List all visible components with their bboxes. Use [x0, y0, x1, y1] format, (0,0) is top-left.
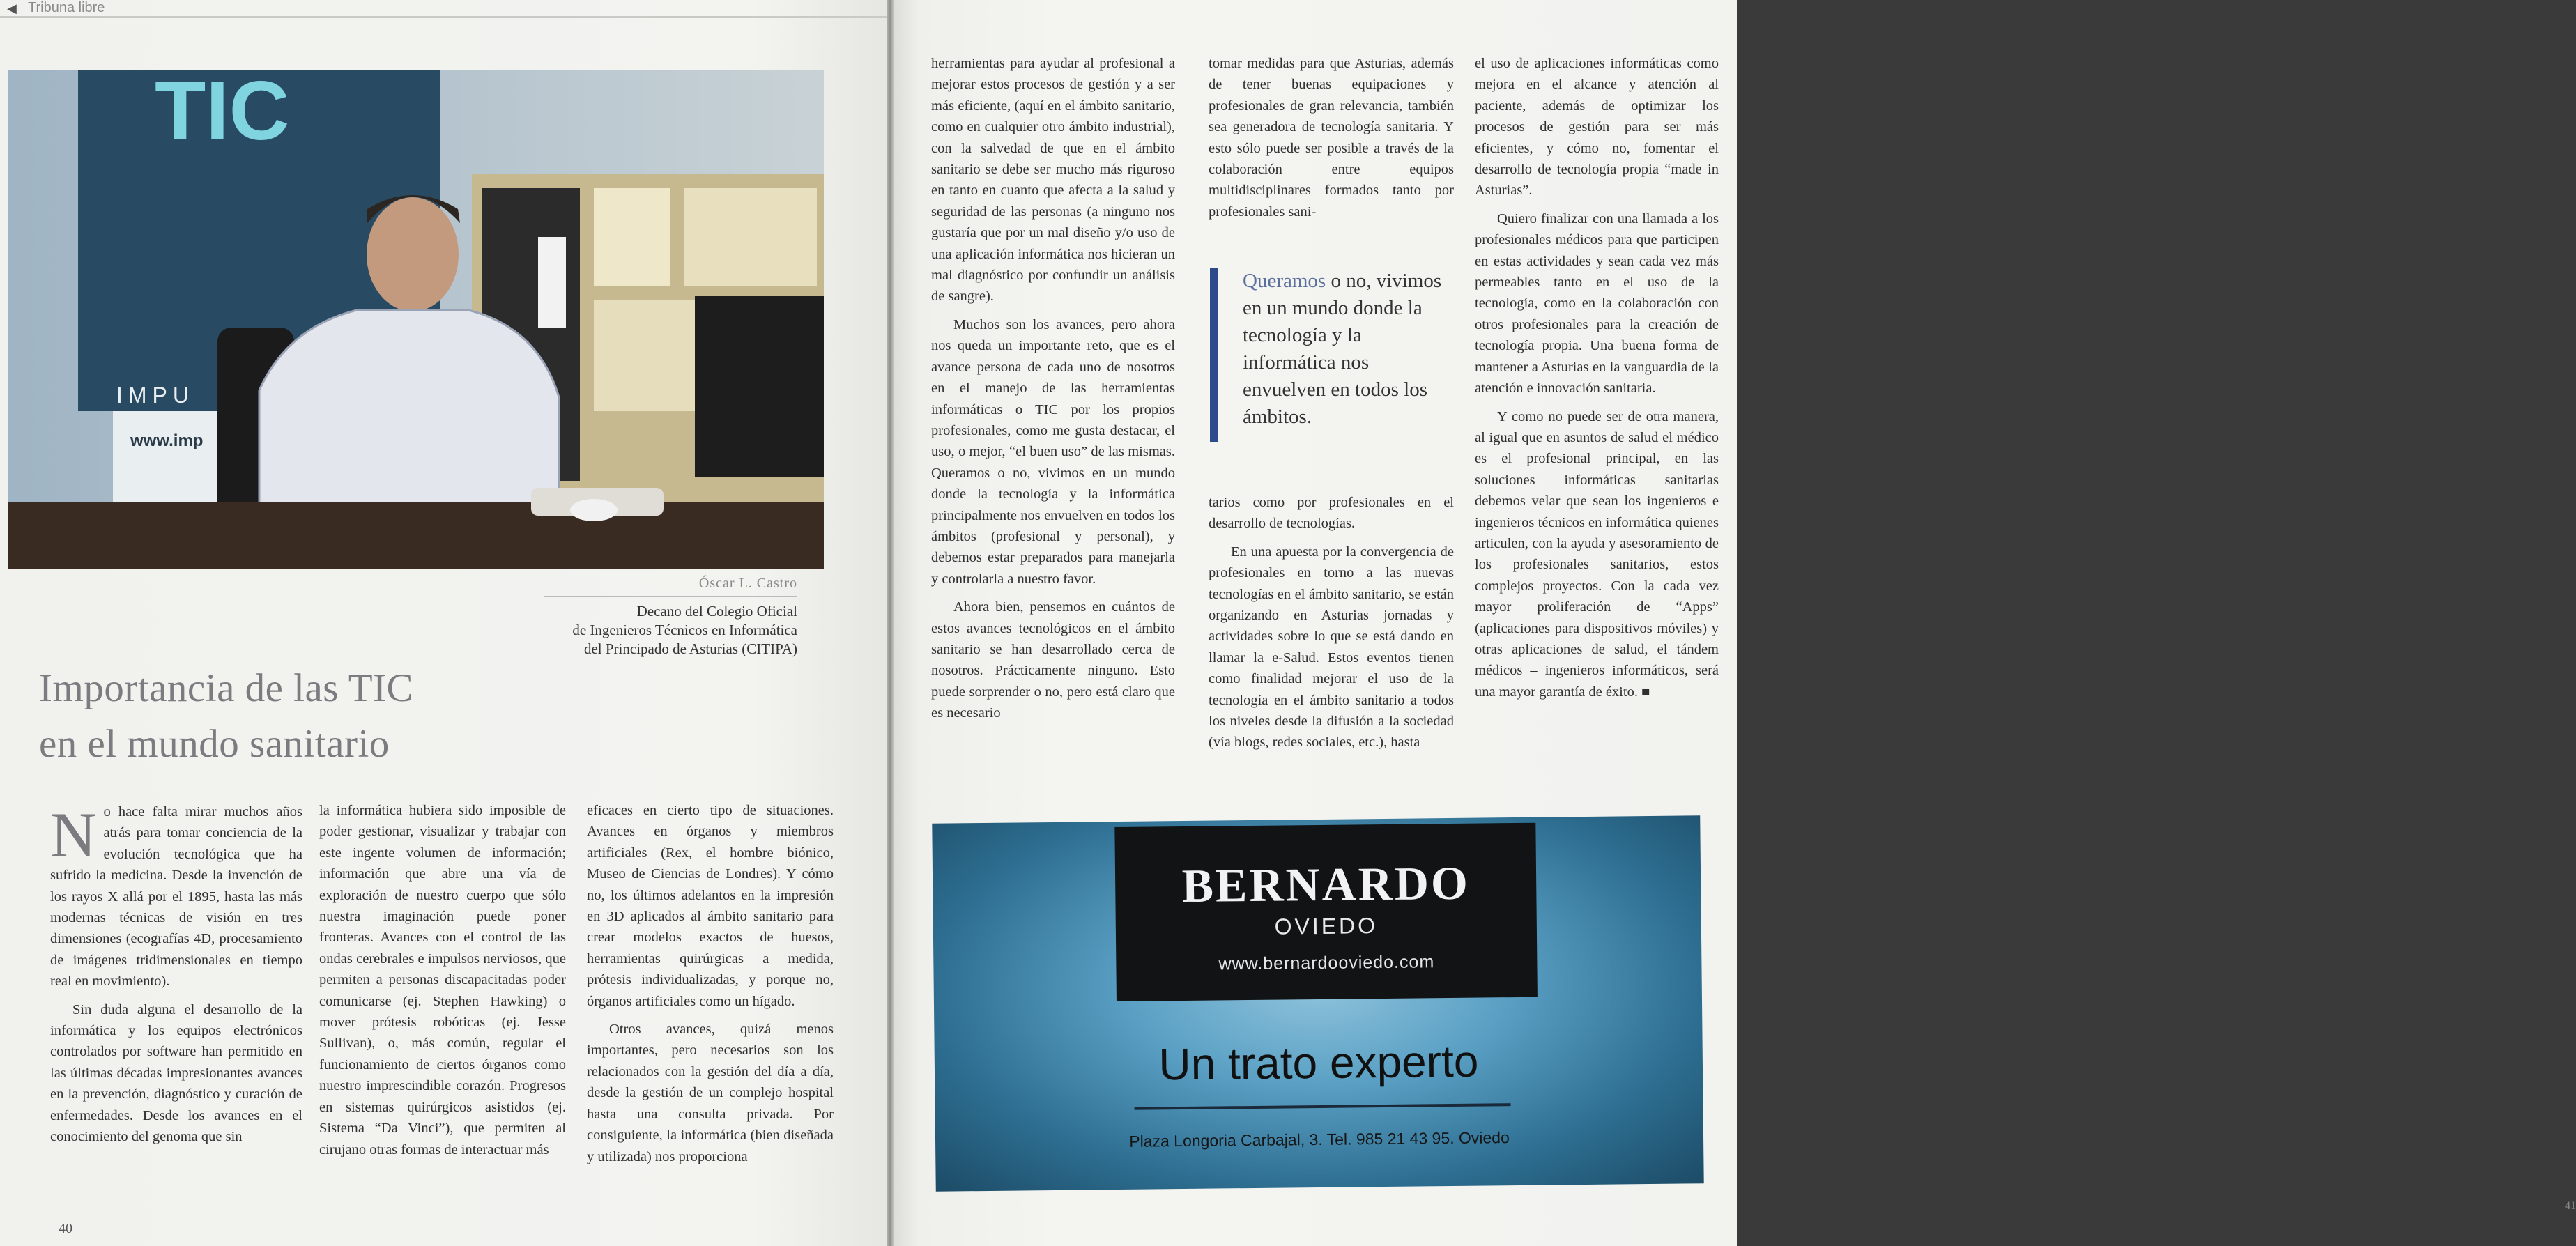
article-column-6	[1475, 53, 1719, 709]
ad-website: www.bernardooviedo.com	[1218, 952, 1435, 974]
photo-banner-text: IMPU	[116, 383, 194, 408]
triangle-left-icon: ◀	[7, 1, 17, 16]
pull-quote-body: o no, vivimos en un mundo donde la tecnología y la informática nos envuelven en todos los ámbitos.	[1243, 270, 1442, 428]
pull-quote-text	[1243, 268, 1447, 431]
photo-illustration	[8, 64, 824, 569]
paragraph: herramientas para ayudar al profesional a mejorar estos procesos de gestión y a ser más eficiente, (aquí en el ámbito sanitario, como en cualquier otro ámbito industrial), con la salvedad de que en el ámbito sanitario se debe ser mucho más riguroso en tanto en cuanto que afecta a la salud y seguridad de las personas (a ninguno nos gustaría que por un mal diseño y/o uso de una aplicación informática nos hicieran un mal diagnóstico por confundir un análisis de sangre).	[931, 56, 1175, 305]
drop-cap: N	[50, 799, 97, 870]
paragraph: Ahora bien, pensemos en cuántos de estos avances tecnológicos en el ámbito sanitario se han desarrollado cerca de nosotros. Prácticamente ninguno. Esto puede sorprender o no, pero está claro que es necesario	[931, 599, 1175, 721]
photo-logo-text: TIC	[155, 64, 290, 157]
author-role-line: del Principado de Asturias (CITIPA)	[583, 640, 797, 657]
paragraph: Quiero finalizar con una llamada a los profesionales médicos para que participen en estas actividades y sean cada vez más permeables tanto en el uso de la tecnología, como en la colaboración con otros profesionales para la creación de tecnología propia. Una buena forma de mantener a Asturias en la vanguardia de la atención e innovación sanitaria.	[1475, 210, 1719, 397]
ad-city: OVIEDO	[1274, 913, 1379, 939]
ad-address: Plaza Longoria Carbajal, 3. Tel. 985 21 43 95. Oviedo	[1129, 1128, 1510, 1151]
title-line: en el mundo sanitario	[39, 722, 390, 766]
photo-banner-url: www.imp	[130, 431, 204, 450]
article-column-4	[931, 53, 1175, 731]
article-title	[39, 661, 413, 772]
paragraph: eficaces en cierto tipo de situaciones. Avances en órganos y miembros artificiales (Rex, el hombre biónico, Museo de Ciencias de Londres). Y cómo no, los últimos adelantos en la impresión en 3D aplicados al ámbito sanitario para crear modelos exactos de huesos, herramientas quirúrgicas a medida, prótesis individualizadas, y porque no, órganos artificiales como un hígado.	[587, 803, 834, 1009]
section-label: Tribuna libre	[28, 0, 105, 15]
author-role-line: de Ingenieros Técnicos en Informática	[572, 622, 797, 638]
article-column-2	[319, 800, 566, 1167]
paragraph: Sin duda alguna el desarrollo de la informática y los equipos electrónicos controlados por software han permitido en las últimas décadas impresionantes avances en la prevención, diagnóstico y curación de enfermedades. Desde los avances en el conocimiento del genoma que sin	[50, 1001, 302, 1145]
article-column-5-cont	[1209, 492, 1454, 760]
byline	[544, 576, 797, 659]
pull-quote	[1210, 268, 1447, 442]
paragraph: En una apuesta por la convergencia de profesionales en torno a las nuevas tecnologías en el ámbito sanitario, se están organizando en Asturias jornadas y actividades sobre lo que se está dando en llamar la e-Salud. Estos eventos tienen como finalidad mejorar el uso de la tecnología en el ámbito sanitario a todos los niveles desde la difusión a la sociedad (vía blogs, redes sociales, etc.), hasta	[1209, 544, 1454, 751]
author-role	[544, 602, 797, 659]
paragraph: Muchos son los avances, pero ahora nos queda un importante reto, que es el avance persona de cada uno de nosotros en el manejo de las herramientas informáticas o TIC por los propios profesionales, como me gusta destacar, el uso, o mejor, “el buen uso” de las mismas. Queramos o no, vivimos en un mundo donde la tecnología y la informática principalmente nos envuelven en todos los ámbitos (profesional y personal), y debemos estar preparados para manejarla y controlarla a nuestro favor.	[931, 316, 1175, 587]
page-number: 40	[59, 1221, 72, 1236]
ad-brand-box	[1114, 823, 1538, 1001]
title-line: Importancia de las TIC	[39, 666, 414, 710]
ad-brand: BERNARDO	[1181, 856, 1471, 913]
page-gutter	[887, 0, 894, 1246]
article-column-5	[1209, 53, 1454, 229]
paragraph: tomar medidas para que Asturias, además de tener buenas equipaciones y profesionales de gran relevancia, también sea generadora de tecnología sanitaria. Y esto sólo puede ser posible a través de la colaboración entre equipos multidisciplinares formados tanto por profesionales sani-	[1209, 56, 1454, 220]
article-column-3	[587, 800, 834, 1174]
article-photo	[8, 64, 824, 569]
paragraph: Y como no puede ser de otra manera, al igual que en asuntos de salud el médico es el profesional principal, en las soluciones informáticas sanitarias debemos velar que sean los ingenieros e ingenieros técnicos en informática quienes articulen, con la ayuda y asesoramiento de los profesionales sanitarios, estos complejos proyectos. Con la cada vez mayor proliferación de “Apps” (aplicaciones para dispositivos móviles) y otras aplicaciones de salud, el tándem médicos – ingenieros informáticos, será una mayor garantía de éxito. ■	[1475, 408, 1719, 700]
article-column-1	[50, 801, 302, 1155]
paragraph: el uso de aplicaciones informáticas como mejora en el alcance y atención al paciente, además de optimizar los procesos de gestión para ser más eficientes, y cómo no, fomentar el desarrollo de tecnología propia “made in Asturias”.	[1475, 56, 1719, 199]
pull-quote-lead: Queramos	[1243, 270, 1326, 292]
paragraph: Otros avances, quizá menos importantes, pero necesarios son los relacionados con la gestión del día a día, desde la gestión de un complejo hospital hasta una consulta privada. Por consiguiente, la informática (bien diseñada y utilizada) nos proporciona	[587, 1022, 834, 1164]
paragraph: No hace falta mirar muchos años atrás para tomar conciencia de la evolución tecnológica que ha sufrido la medicina. Desde la invención de los rayos X allá por el 1895, hasta las más modernas técnicas de visión en tres dimensiones (ecografías 4D, procesamiento de imágenes tridimensionales en tiempo real en movimiento).	[50, 799, 302, 990]
ad-divider	[1135, 1103, 1511, 1110]
paragraph: la informática hubiera sido imposible de poder gestionar, visualizar y trabajar con este ingente volumen de información; información que abre una vía de exploración de nuestro cuerpo que sólo nuestra imaginación puede poner fronteras. Avances con el control de las ondas cerebrales e impulsos nerviosos, que permiten a personas discapacitadas poder comunicarse (ej. Stephen Hawking) o mover prótesis robóticas (ej. Jesse Sullivan), o, más común, regular el funcionamiento de ciertos órganos como nuestro imprescindible corazón. Progresos en sistemas quirúrgicos asistidos (ej. Sistema “Da Vinci”), que permiten al cirujano otras formas de interactuar más	[319, 803, 566, 1157]
section-header	[0, 0, 887, 18]
paragraph: tarios como por profesionales en el desarrollo de tecnologías.	[1209, 495, 1454, 532]
left-page	[0, 0, 887, 1246]
page-number: 41	[2565, 1200, 2576, 1212]
author-role-line: Decano del Colegio Oficial	[636, 603, 797, 620]
ad-slogan: Un trato experto	[1158, 1036, 1479, 1090]
advertisement	[932, 815, 1703, 1192]
author-name: Óscar L. Castro	[544, 576, 797, 597]
